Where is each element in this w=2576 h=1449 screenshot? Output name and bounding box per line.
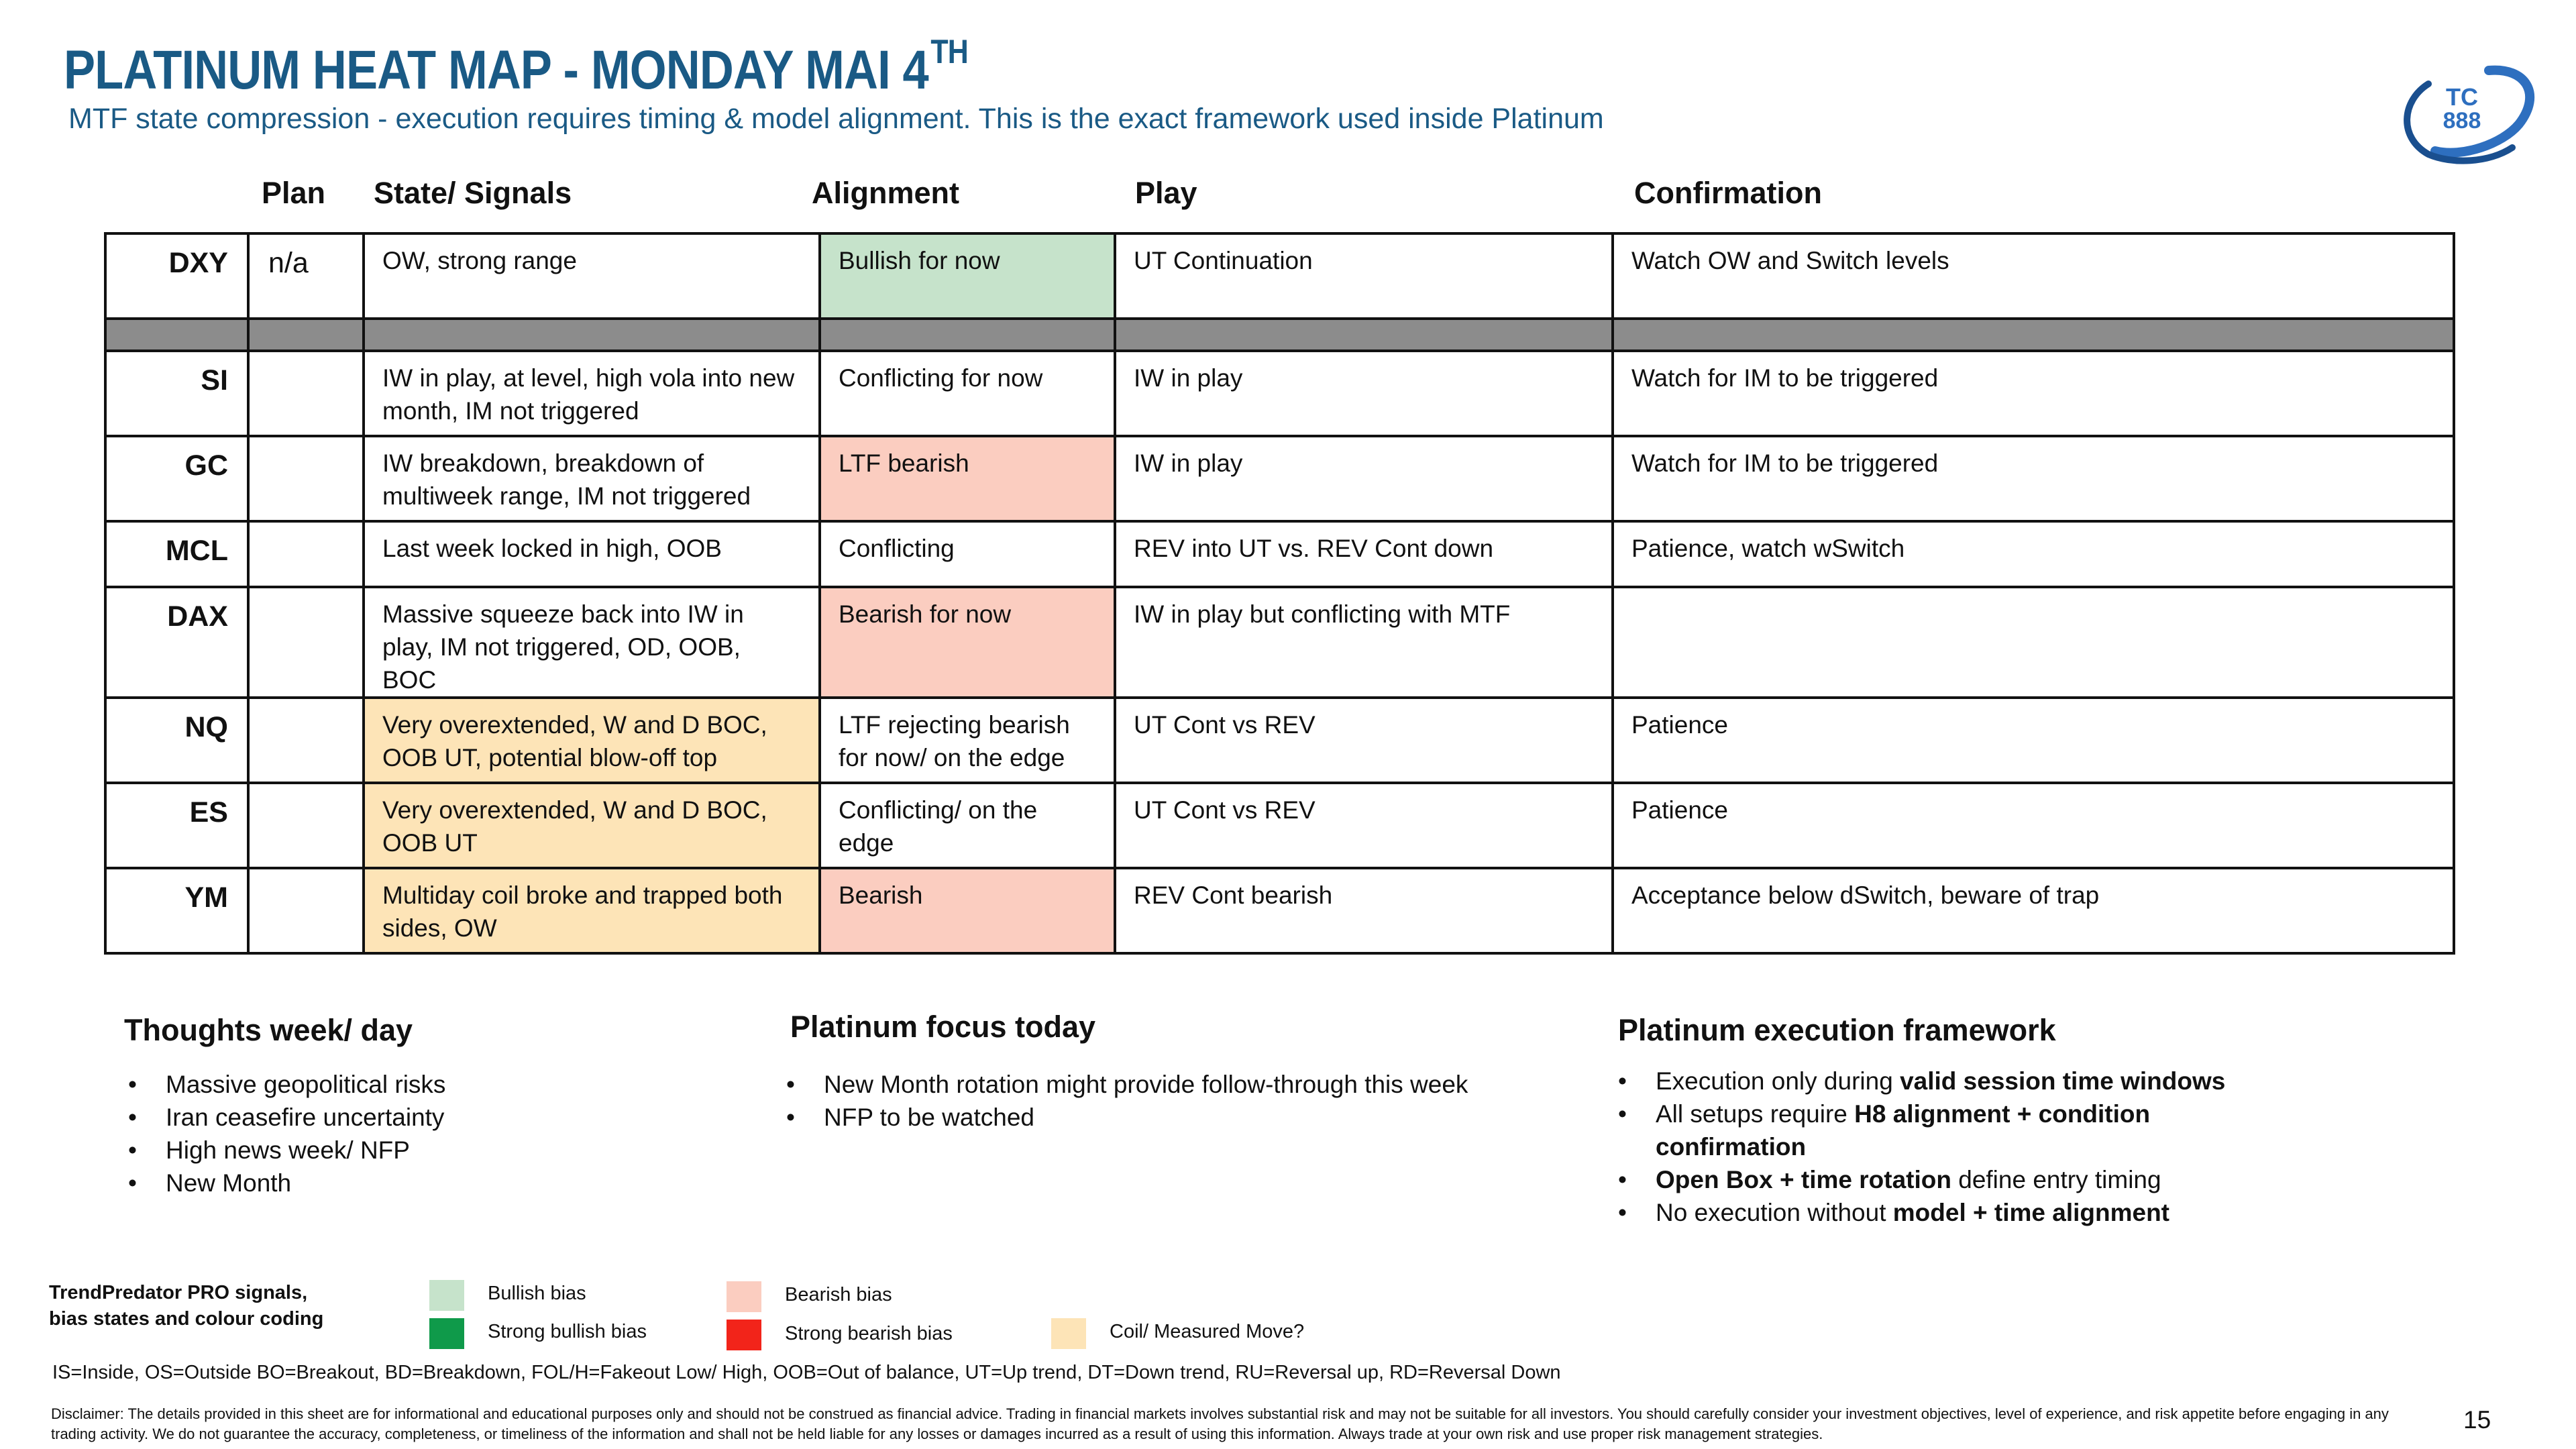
column-header-state: State/ Signals	[374, 176, 572, 210]
bullish-bias-label: Bullish bias	[488, 1283, 586, 1304]
confirmation-cell: Watch for IM to be triggered	[1613, 351, 2454, 436]
alignment-cell: Bearish	[820, 868, 1115, 953]
strong-bearish-bias-swatch	[727, 1320, 761, 1350]
column-header-play: Play	[1135, 176, 1197, 210]
table-row	[105, 351, 2454, 436]
column-header-alignment: Alignment	[812, 176, 959, 210]
coil-swatch	[1051, 1318, 1086, 1349]
strong-bullish-bias-swatch	[429, 1318, 464, 1349]
table-separator-row	[105, 319, 2454, 351]
symbol-cell: DAX	[105, 587, 248, 698]
page-subtitle: MTF state compression - execution requires timing & model alignment. This is the exact framework used inside Platinum	[68, 103, 1604, 135]
separator-cell	[1115, 319, 1613, 351]
heatmap-table	[104, 232, 2455, 955]
focus-title: Platinum focus today	[790, 1010, 1096, 1044]
plan-cell	[248, 868, 364, 953]
table-row	[105, 868, 2454, 953]
table-row	[105, 783, 2454, 868]
table-row	[105, 233, 2454, 319]
title-text: PLATINUM HEAT MAP - MONDAY MAI 4	[64, 40, 928, 101]
framework-item-bold: Open Box + time rotation	[1656, 1166, 1951, 1193]
separator-cell	[820, 319, 1115, 351]
alignment-cell: Conflicting for now	[820, 351, 1115, 436]
logo-text-888: 888	[2443, 108, 2481, 133]
confirmation-cell: Patience, watch wSwitch	[1613, 521, 2454, 587]
symbol-cell: GC	[105, 436, 248, 521]
play-cell: UT Cont vs REV	[1115, 783, 1613, 868]
state-cell: Last week locked in high, OOB	[364, 521, 820, 587]
framework-item-text: All setups require	[1656, 1100, 1855, 1128]
page-title	[64, 32, 968, 102]
separator-cell	[1613, 319, 2454, 351]
framework-item-bold: confirmation	[1656, 1133, 1807, 1161]
bullish-bias-swatch	[429, 1280, 464, 1311]
separator-cell	[364, 319, 820, 351]
state-cell: Multiday coil broke and trapped both sides, OW	[364, 868, 820, 953]
confirmation-cell: Acceptance below dSwitch, beware of trap	[1613, 868, 2454, 953]
list-item: • New Month rotation might provide follow-through this week	[784, 1068, 1468, 1101]
confirmation-cell	[1613, 587, 2454, 698]
confirmation-cell: Patience	[1613, 783, 2454, 868]
separator-cell	[248, 319, 364, 351]
table-row	[105, 587, 2454, 698]
table-row	[105, 521, 2454, 587]
plan-cell	[248, 783, 364, 868]
legend-title-line: bias states and colour coding	[49, 1308, 324, 1330]
coil-label: Coil/ Measured Move?	[1110, 1321, 1305, 1342]
framework-item-text: No execution without	[1656, 1199, 1893, 1226]
play-cell: IW in play	[1115, 436, 1613, 521]
list-item	[1615, 1163, 2225, 1196]
play-cell: IW in play but conflicting with MTF	[1115, 587, 1613, 698]
state-cell: IW breakdown, breakdown of multiweek range, IM not triggered	[364, 436, 820, 521]
alignment-cell: Bullish for now	[820, 233, 1115, 319]
play-cell: UT Continuation	[1115, 233, 1613, 319]
state-cell: Very overextended, W and D BOC, OOB UT	[364, 783, 820, 868]
play-cell: REV into UT vs. REV Cont down	[1115, 521, 1613, 587]
framework-list	[1615, 1065, 2225, 1229]
framework-item-bold: H8 alignment + condition	[1854, 1100, 2151, 1128]
state-cell: Very overextended, W and D BOC, OOB UT, potential blow-off top	[364, 698, 820, 783]
strong-bullish-bias-label: Strong bullish bias	[488, 1321, 647, 1342]
alignment-cell: LTF rejecting bearish for now/ on the edge	[820, 698, 1115, 783]
thoughts-list	[125, 1068, 445, 1199]
table-row	[105, 698, 2454, 783]
framework-title: Platinum execution framework	[1618, 1013, 2056, 1047]
play-cell: UT Cont vs REV	[1115, 698, 1613, 783]
play-cell: IW in play	[1115, 351, 1613, 436]
alignment-cell: Bearish for now	[820, 587, 1115, 698]
framework-item-bold: model + time alignment	[1892, 1199, 2169, 1226]
confirmation-cell: Watch for IM to be triggered	[1613, 436, 2454, 521]
alignment-cell: Conflicting/ on the edge	[820, 783, 1115, 868]
state-cell: Massive squeeze back into IW in play, IM not triggered, OD, OOB, BOC	[364, 587, 820, 698]
focus-list	[784, 1068, 1468, 1134]
framework-item-text: define entry timing	[1951, 1166, 2161, 1193]
legend-title-line: TrendPredator PRO signals,	[49, 1282, 308, 1303]
separator-cell	[105, 319, 248, 351]
plan-cell: n/a	[248, 233, 364, 319]
list-item	[1615, 1097, 2225, 1130]
symbol-cell: NQ	[105, 698, 248, 783]
alignment-cell: LTF bearish	[820, 436, 1115, 521]
bearish-bias-swatch	[727, 1281, 761, 1312]
plan-cell	[248, 351, 364, 436]
abbreviations-note: IS=Inside, OS=Outside BO=Breakout, BD=Breakdown, FOL/H=Fakeout Low/ High, OOB=Out of balance, UT=Up trend, DT=Down trend, RU=Reversal up, RD=Reversal Down	[52, 1362, 1561, 1383]
column-header-plan: Plan	[262, 176, 326, 210]
symbol-cell: ES	[105, 783, 248, 868]
list-item: • NFP to be watched	[784, 1101, 1468, 1134]
plan-cell	[248, 436, 364, 521]
confirmation-cell: Watch OW and Switch levels	[1613, 233, 2454, 319]
page-number: 15	[2463, 1406, 2491, 1434]
symbol-cell: SI	[105, 351, 248, 436]
plan-cell	[248, 521, 364, 587]
legend-title	[49, 1280, 323, 1332]
list-item-continuation	[1615, 1130, 2225, 1163]
list-item: • Iran ceasefire uncertainty	[125, 1101, 445, 1134]
plan-cell	[248, 698, 364, 783]
list-item: • Massive geopolitical risks	[125, 1068, 445, 1101]
bearish-bias-label: Bearish bias	[785, 1284, 892, 1305]
symbol-cell: MCL	[105, 521, 248, 587]
table-row	[105, 436, 2454, 521]
framework-item-text: Execution only during	[1656, 1067, 1900, 1095]
title-suffix: TH	[930, 33, 968, 70]
strong-bearish-bias-label: Strong bearish bias	[785, 1323, 953, 1344]
state-cell: IW in play, at level, high vola into new month, IM not triggered	[364, 351, 820, 436]
list-item: • High news week/ NFP	[125, 1134, 445, 1167]
disclaimer: Disclaimer: The details provided in this sheet are for informational and educational purposes only and should not be construed as financial advice. Trading in financial markets involves substantial risk and may not be suitable for all investors. You should carefully consider your investment objectives, level of experience, and risk appetite before engaging in any trading activity. We do not guarantee the accuracy, completeness, or timeliness of the information and shall not be held liable for any losses or damages incurred as a result of using this information. Always trade at your own risk and use proper risk management strategies.	[51, 1405, 2389, 1442]
list-item	[1615, 1065, 2225, 1097]
play-cell: REV Cont bearish	[1115, 868, 1613, 953]
plan-cell	[248, 587, 364, 698]
framework-item-bold: valid session time windows	[1900, 1067, 2226, 1095]
symbol-cell: DXY	[105, 233, 248, 319]
state-cell: OW, strong range	[364, 233, 820, 319]
symbol-cell: YM	[105, 868, 248, 953]
list-item	[1615, 1196, 2225, 1229]
list-item: • New Month	[125, 1167, 445, 1199]
alignment-cell: Conflicting	[820, 521, 1115, 587]
logo-text-tc: TC	[2446, 83, 2478, 111]
column-header-confirmation: Confirmation	[1634, 176, 1822, 210]
tc888-logo	[2388, 57, 2539, 171]
confirmation-cell: Patience	[1613, 698, 2454, 783]
thoughts-title: Thoughts week/ day	[124, 1013, 413, 1047]
